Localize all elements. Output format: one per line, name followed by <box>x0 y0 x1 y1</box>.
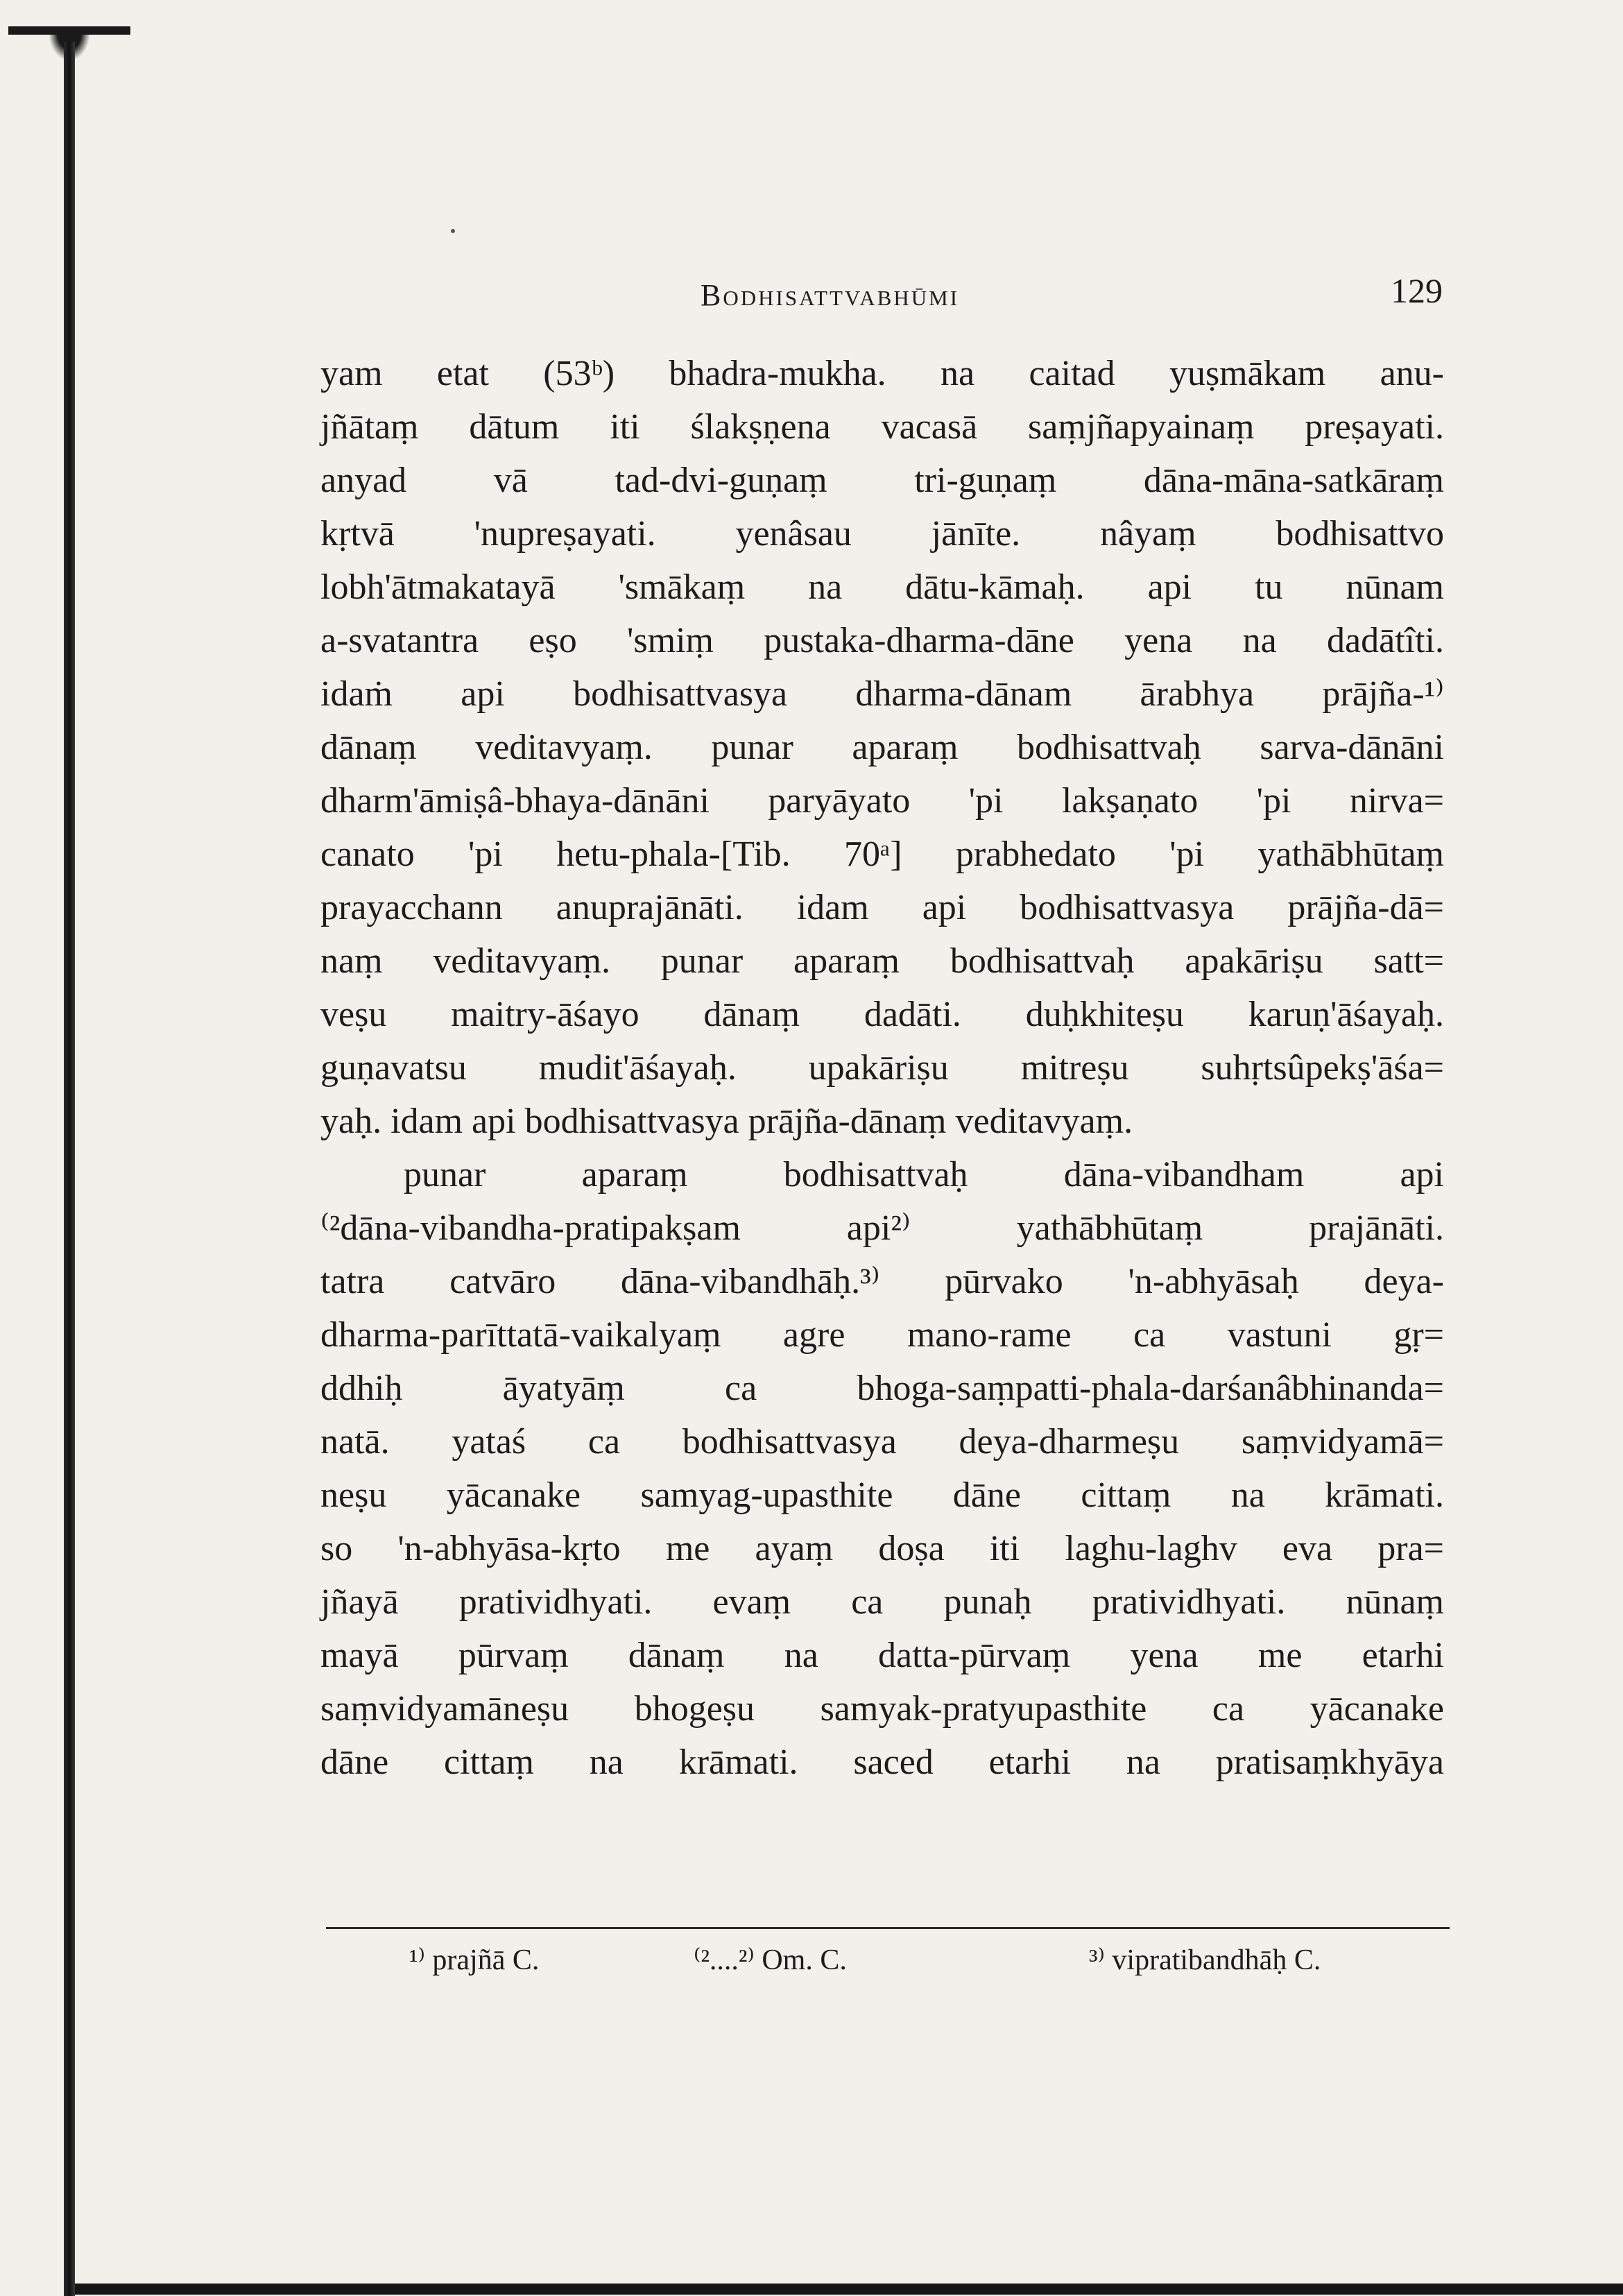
text-line: natā. yataś ca bodhisattvasya deya-dharmeṣu saṃvidyamā= <box>320 1422 1444 1462</box>
text-line: dānaṃ veditavyaṃ. punar aparaṃ bodhisattvaḥ sarva-dānāni <box>320 728 1444 767</box>
text-line: a-svatantra eṣo 'smiṃ pustaka-dharma-dāne yena na dadātîti. <box>320 621 1444 660</box>
text-line: canato 'pi hetu-phala-[Tib. 70ᵃ] prabhedato 'pi yathābhūtaṃ <box>320 834 1444 874</box>
running-title: Bodhisattvabhūmi <box>701 278 960 312</box>
text-line: naṃ veditavyaṃ. punar aparaṃ bodhisattvaḥ apakāriṣu satt= <box>320 941 1444 981</box>
page-number: 129 <box>1391 271 1443 310</box>
footnote-rule <box>326 1927 1450 1929</box>
text-line: yam etat (53ᵇ) bhadra-mukha. na caitad yuṣmākam anu- <box>320 354 1444 393</box>
text-line: kṛtvā 'nupreṣayati. yenâsau jānīte. nâyaṃ bodhisattvo <box>320 514 1444 554</box>
text-line: dāne cittaṃ na krāmati. saced etarhi na pratisaṃkhyāya <box>320 1742 1444 1782</box>
text-line: ddhiḥ āyatyāṃ ca bhoga-saṃpatti-phala-darśanâbhinanda= <box>320 1369 1444 1408</box>
text-line: anyad vā tad-dvi-guṇaṃ tri-guṇaṃ dāna-māna-satkāraṃ <box>320 461 1444 500</box>
text-line: lobh'ātmakatayā 'smākaṃ na dātu-kāmaḥ. api tu nūnam <box>320 567 1444 607</box>
footnote-3: ³⁾ vipratibandhāḥ C. <box>1089 1944 1321 1976</box>
text-line: punar aparaṃ bodhisattvaḥ dāna-vibandham api <box>404 1155 1444 1194</box>
paper-speck <box>451 229 455 233</box>
text-line: yaḥ. idam api bodhisattvasya prājña-dānaṃ veditavyaṃ. <box>320 1102 1133 1141</box>
text-line: guṇavatsu mudit'āśayaḥ. upakāriṣu mitreṣu suhṛtsûpekṣ'āśa= <box>320 1048 1444 1088</box>
text-line: idaṁ api bodhisattvasya dharma-dānam ārabhya prājña-¹⁾ <box>320 674 1444 714</box>
text-line: dharm'āmiṣâ-bhaya-dānāni paryāyato 'pi lakṣaṇato 'pi nirva= <box>320 781 1444 821</box>
footnote-2: ⁽²....²⁾ Om. C. <box>694 1944 847 1976</box>
page-header <box>319 271 1443 326</box>
footnotes <box>388 1942 1443 1984</box>
page-bottom-edge <box>75 2284 1623 2295</box>
book-spine-edge <box>64 42 75 2296</box>
text-line: prayacchann anuprajānāti. idam api bodhisattvasya prājña-dā= <box>320 888 1444 927</box>
text-line: veṣu maitry-āśayo dānaṃ dadāti. duḥkhiteṣu karuṇ'āśayaḥ. <box>320 995 1444 1034</box>
footnote-1: ¹⁾ prajñā C. <box>409 1944 540 1976</box>
text-line: neṣu yācanake samyag-upasthite dāne cittaṃ na krāmati. <box>320 1475 1444 1515</box>
text-line: so 'n-abhyāsa-kṛto me ayaṃ doṣa iti laghu-laghv eva pra= <box>320 1529 1444 1568</box>
text-line: jñayā pratividhyati. evaṃ ca punaḥ pratividhyati. nūnaṃ <box>320 1582 1444 1622</box>
text-line: mayā pūrvaṃ dānaṃ na datta-pūrvaṃ yena me etarhi <box>320 1636 1444 1675</box>
text-line: saṃvidyamāneṣu bhogeṣu samyak-pratyupasthite ca yācanake <box>320 1689 1444 1729</box>
body-text <box>320 347 1444 1789</box>
text-line: jñātaṃ dātum iti ślakṣṇena vacasā saṃjñapyainaṃ preṣayati. <box>320 407 1444 447</box>
text-line: tatra catvāro dāna-vibandhāḥ.³⁾ pūrvako 'n-abhyāsaḥ deya- <box>320 1262 1444 1301</box>
text-line: ⁽²dāna-vibandha-pratipakṣam api²⁾ yathābhūtaṃ prajānāti. <box>320 1208 1444 1248</box>
text-line: dharma-parīttatā-vaikalyaṃ agre mano-rame ca vastuni gṛ= <box>320 1315 1444 1355</box>
